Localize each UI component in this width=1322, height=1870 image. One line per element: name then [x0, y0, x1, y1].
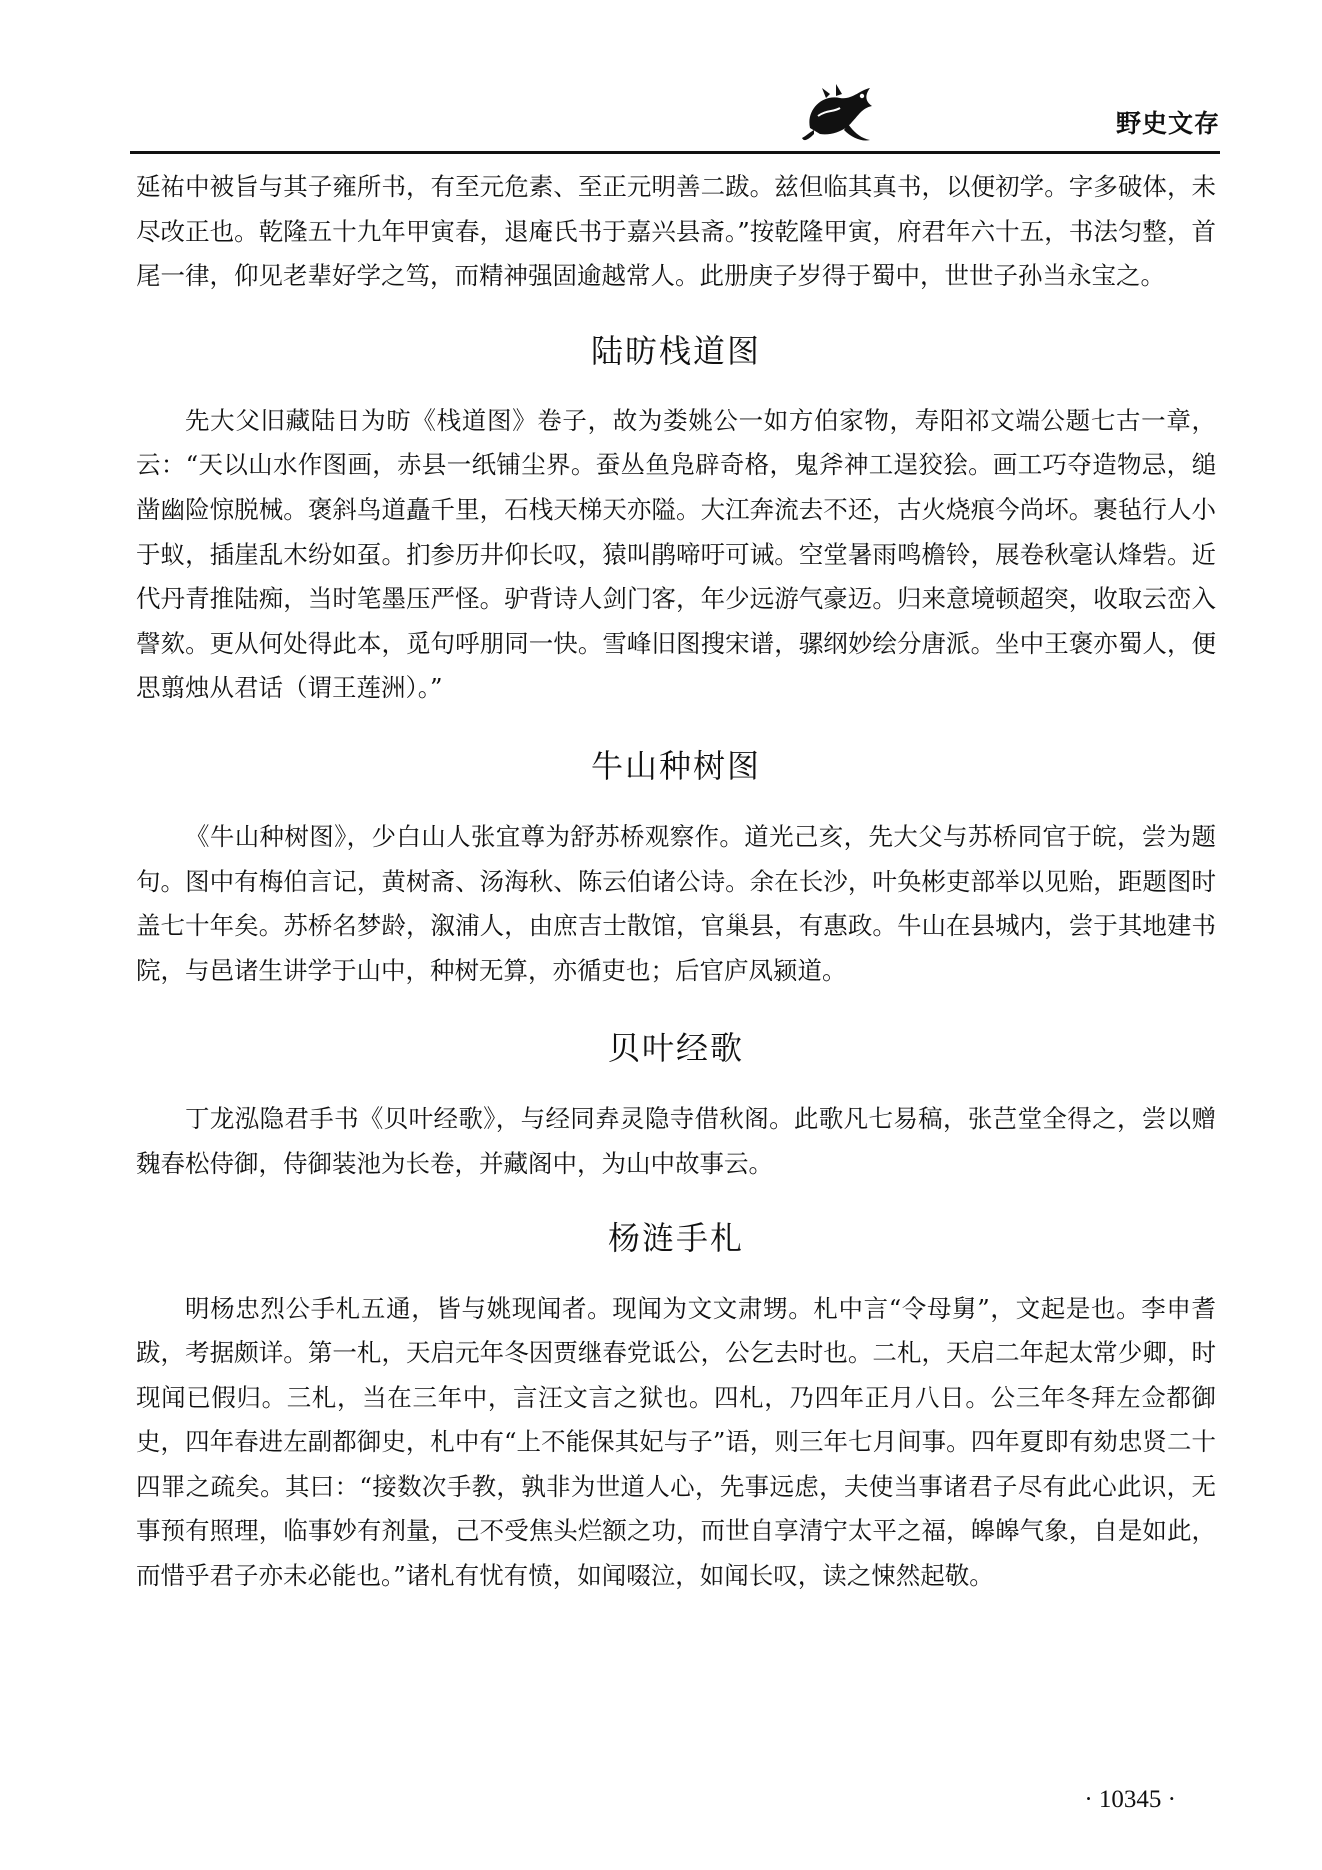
section-title-niushan: 牛山种树图	[590, 746, 761, 785]
page-header	[130, 92, 1220, 154]
section-title-yanglian: 杨涟手札	[607, 1218, 744, 1257]
continued-paragraph: 延祐中被旨与其子雍所书，有至元危素、至正元明善二跋。兹但临其真书，以便初学。字多破体，未尽改正也。乾隆五十九年甲寅春，退庵氏书于嘉兴县斋。”按乾隆甲寅，府君年六十五，书法匀整，首尾一律，仰见老辈好学之笃，而精神强固逾越常人。此册庚子岁得于蜀中，世世子孙当永宝之。	[136, 172, 1216, 291]
dragon-icon	[800, 80, 880, 146]
section-paragraph-niushan: 《牛山种树图》，少白山人张宜尊为舒苏桥观察作。道光己亥，先大父与苏桥同官于皖，尝为题句。图中有梅伯言记，黄树斋、汤海秋、陈云伯诸公诗。余在长沙，叶奂彬吏部举以见贻，距题图时盖七十年矣。苏桥名梦龄，溆浦人，由庶吉士散馆，官巢县，有惠政。牛山在县城内，尝于其地建书院，与邑诸生讲学于山中，种树无算，亦循吏也；后官庐凤颍道。	[136, 821, 1216, 985]
running-header-title: 野史文存	[1115, 109, 1220, 138]
page-body	[136, 165, 1216, 1599]
section-paragraph-yanglian: 明杨忠烈公手札五通，皆与姚现闻者。现闻为文文肃甥。札中言“令母舅”，文起是也。李申耆跋，考据颇详。第一札，天启元年冬因贾继春党诋公，公乞去时也。二札，天启二年起太常少卿，时现闻已假归。三札，当在三年中，言汪文言之狱也。四札，乃四年正月八日。公三年冬拜左佥都御史，四年春进左副都御史，札中有“上不能保其妃与子”语，则三年七月间事。四年夏即有劾忠贤二十四罪之疏矣。其曰：“接数次手教，孰非为世道人心，先事远虑，夫使当事诸君子尽有此心此识，无事预有照理，临事妙有剂量，己不受焦头烂额之功，而世自享清宁太平之福，皞皞气象，自是如此，而惜乎君子亦未必能也。”诸札有忧有愤，如闻啜泣，如闻长叹，读之悚然起敬。	[136, 1293, 1216, 1591]
section-title-beiyejing: 贝叶经歌	[607, 1029, 744, 1068]
header-rule	[130, 151, 1220, 154]
section-paragraph-zhandaotu: 先大父旧藏陆日为昉《栈道图》卷子，故为娄姚公一如方伯家物，寿阳祁文端公题七古一章，云：“天以山水作图画，赤县一纸铺尘界。蚕丛鱼凫辟奇格，鬼斧神工逞狡狯。画工巧夺造物忌，缒凿幽险惊脱械。褒斜鸟道矗千里，石栈天梯天亦隘。大江奔流去不还，古火烧痕今尚坏。裹毡行人小于蚁，插崖乱木纷如虿。扪参历井仰长叹，猿叫鹃啼吁可诫。空堂暑雨鸣檐铃，展卷秋毫认烽砦。近代丹青推陆痴，当时笔墨压严怪。驴背诗人剑门客，年少远游气豪迈。归来意境顿超突，收取云峦入謦欬。更从何处得此本，觅句呼朋同一快。雪峰旧图搜宋谱，骡纲妙绘分唐派。坐中王褒亦蜀人，便思翦烛从君话（谓王莲洲）。”	[136, 405, 1216, 703]
section-paragraph-beiyejing: 丁龙泓隐君手书《贝叶经歌》，与经同弆灵隐寺借秋阁。此歌凡七易稿，张芑堂全得之，尝以赠魏春松侍御，侍御装池为长卷，并藏阁中，为山中故事云。	[136, 1104, 1216, 1178]
section-title-zhandaotu: 陆昉栈道图	[590, 331, 761, 370]
page-number: · 10345 ·	[1084, 1786, 1176, 1813]
